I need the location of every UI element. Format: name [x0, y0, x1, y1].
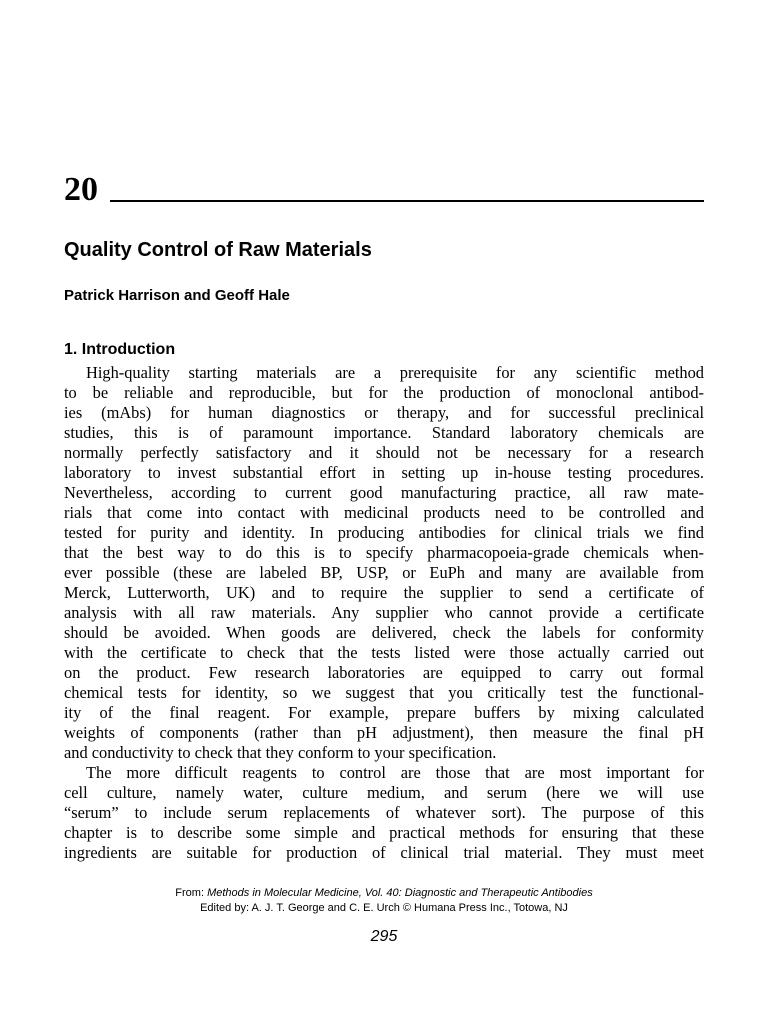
text-line: should be avoided. When goods are delivered, check the labels for conformity [64, 623, 704, 642]
text-line: ity of the final reagent. For example, prepare buffers by mixing calculated [64, 703, 704, 722]
body-text [64, 363, 704, 863]
text-line: chemical tests for identity, so we suggest that you critically test the functional- [64, 683, 704, 702]
text-line: ies (mAbs) for human diagnostics or therapy, and for successful preclinical [64, 403, 704, 422]
chapter-title: Quality Control of Raw Materials [64, 239, 372, 261]
chapter-rule [110, 200, 704, 202]
text-line: on the product. Few research laboratories are equipped to carry out formal [64, 663, 704, 682]
text-line: to be reliable and reproducible, but for the production of monoclonal antibod- [64, 383, 704, 402]
text-line: rials that come into contact with medicinal products need to be controlled and [64, 503, 704, 522]
text-line: analysis with all raw materials. Any supplier who cannot provide a certificate [64, 603, 704, 622]
text-line: cell culture, namely water, culture medium, and serum (here we will use [64, 783, 704, 802]
text-line: normally perfectly satisfactory and it should not be necessary for a research [64, 443, 704, 462]
text-line: High-quality starting materials are a prerequisite for any scientific method [86, 363, 704, 382]
text-line: ever possible (these are labeled BP, USP, or EuPh and many are available from [64, 563, 704, 582]
text-line: weights of components (rather than pH adjustment), then measure the final pH [64, 723, 704, 742]
paragraph-1 [64, 363, 704, 763]
from-label: From: [175, 887, 208, 899]
text-line: studies, this is of paramount importance. Standard laboratory chemicals are [64, 423, 704, 442]
section-heading: 1. Introduction [64, 341, 176, 358]
text-line: that the best way to do this is to specify pharmacopoeia-grade chemicals when- [64, 543, 704, 562]
text-line: and conductivity to check that they conform to your specification. [64, 743, 497, 762]
text-line: Nevertheless, according to current good manufacturing practice, all raw mate- [64, 483, 704, 502]
text-line: The more difficult reagents to control are those that are most important for [86, 763, 704, 782]
source-line [64, 886, 704, 901]
page-number: 295 [370, 928, 398, 945]
chapter-authors: Patrick Harrison and Geoff Hale [64, 287, 290, 304]
text-line: laboratory to invest substantial effort in setting up in-house testing procedures. [64, 463, 704, 482]
text-line: ingredients are suitable for production of clinical trial material. They must meet [64, 843, 704, 862]
edited-line: Edited by: A. J. T. George and C. E. Urch © Humana Press Inc., Totowa, NJ [200, 902, 568, 914]
text-line: Merck, Lutterworth, UK) and to require the supplier to send a certificate of [64, 583, 704, 602]
chapter-number: 20 [64, 171, 98, 208]
paragraph-2 [64, 763, 704, 863]
chapter-header [64, 168, 704, 212]
text-line: “serum” to include serum replacements of whatever sort). The purpose of this [64, 803, 704, 822]
text-line: tested for purity and identity. In producing antibodies for clinical trials we find [64, 523, 704, 542]
text-line: chapter is to describe some simple and practical methods for ensuring that these [64, 823, 704, 842]
source-title: Methods in Molecular Medicine, Vol. 40: Diagnostic and Therapeutic Antibodies [207, 887, 593, 899]
text-line: with the certificate to check that the tests listed were those actually carried out [64, 643, 704, 662]
source-footer [64, 886, 704, 916]
